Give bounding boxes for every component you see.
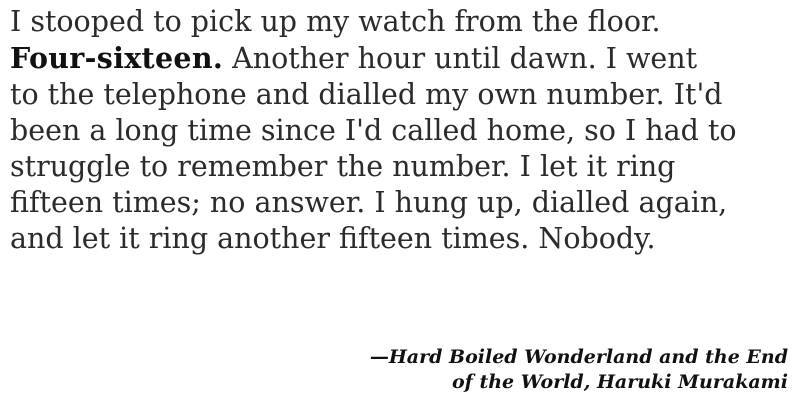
quote-line-5: struggle to remember the number. I let it ring bbox=[10, 150, 676, 183]
quote-line-7: and let it ring another fifteen times. Nobody. bbox=[10, 222, 656, 255]
quote-line-3: to the telephone and dialled my own number. It'd bbox=[10, 78, 723, 111]
time-emphasis: Four-sixteen. bbox=[10, 41, 224, 75]
quote-passage bbox=[10, 4, 795, 257]
quote-line-6: fifteen times; no answer. I hung up, dialled again, bbox=[10, 186, 728, 219]
quote-line-2 bbox=[10, 40, 795, 77]
attribution-line-1: —Hard Boiled Wonderland and the End bbox=[369, 346, 788, 368]
quote-line-4: been a long time since I'd called home, so I had to bbox=[10, 114, 737, 147]
attribution bbox=[370, 345, 788, 395]
attribution-line-2: of the World, Haruki Murakami bbox=[451, 371, 788, 393]
quote-line-2-rest: Another hour until dawn. I went bbox=[223, 42, 698, 75]
quote-line-1: I stooped to pick up my watch from the floor. bbox=[10, 5, 661, 38]
